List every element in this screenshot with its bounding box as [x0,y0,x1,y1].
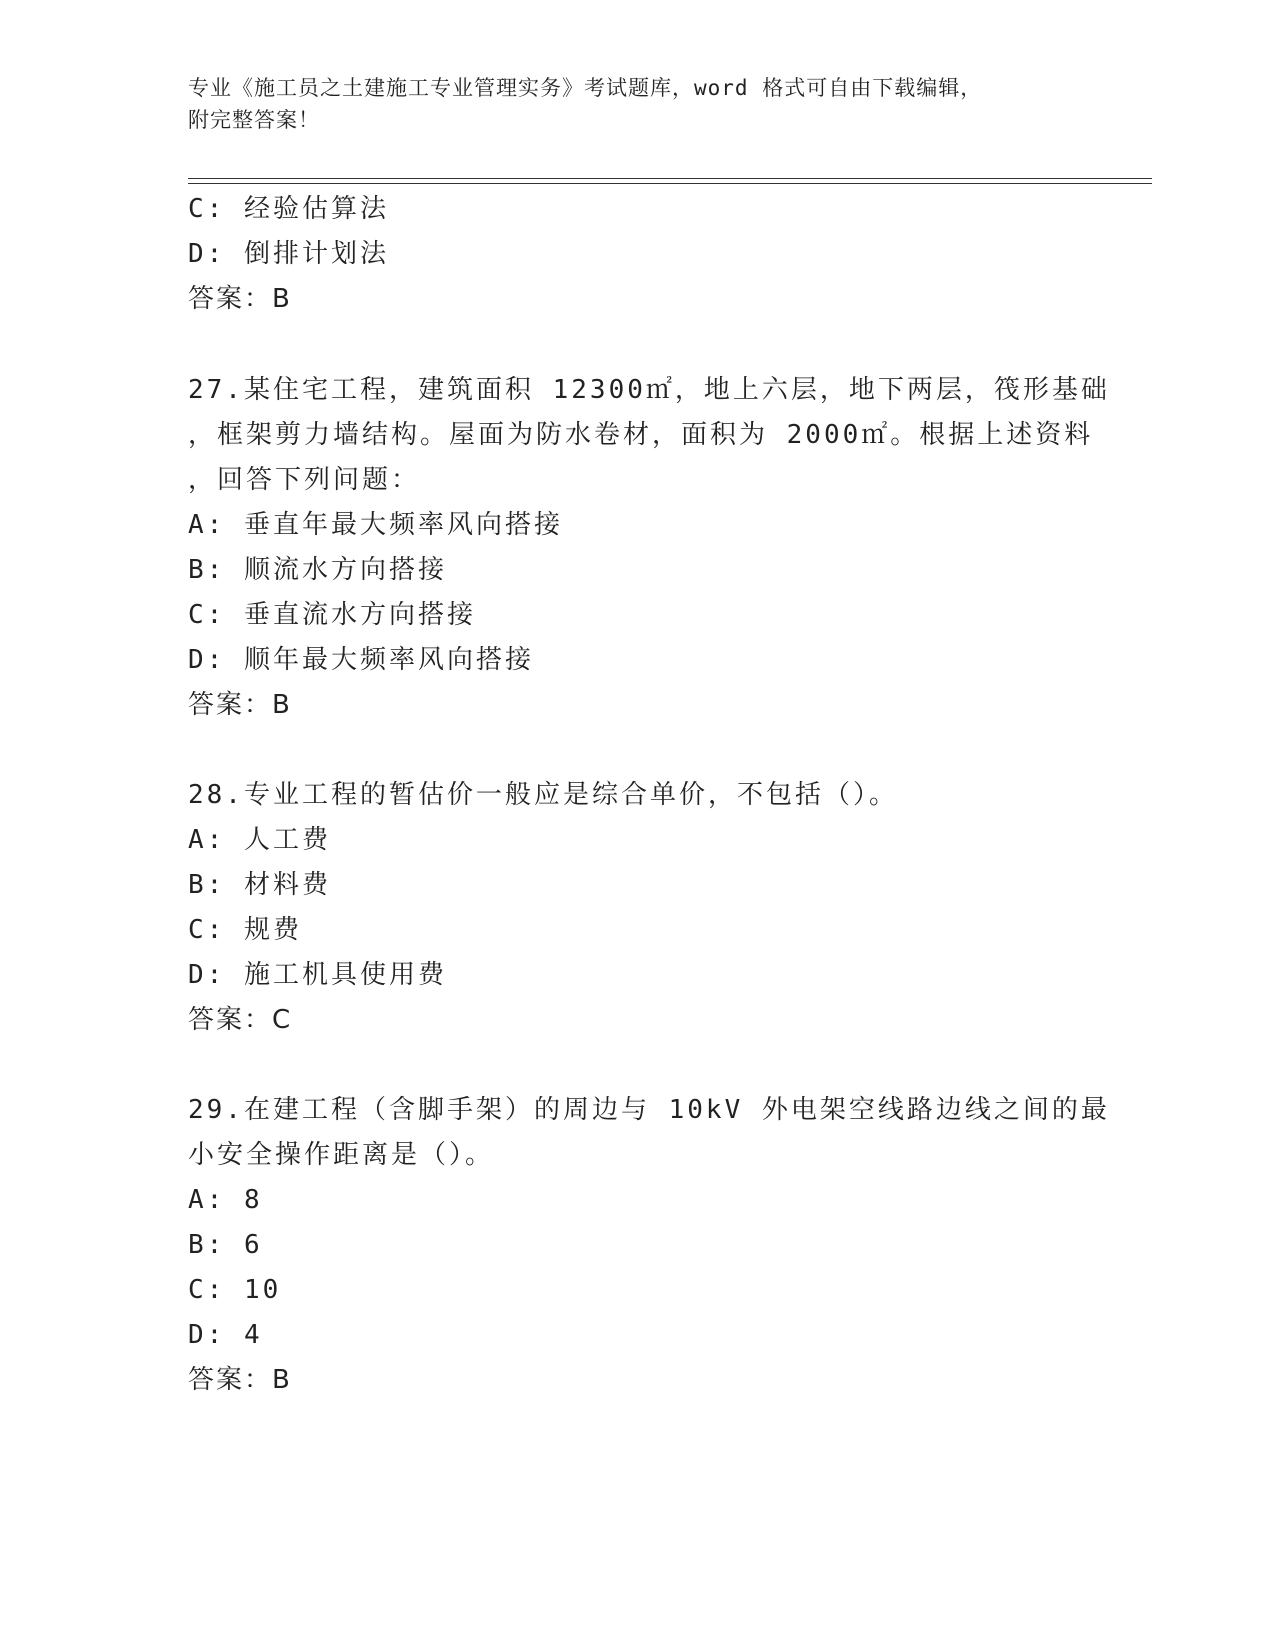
q28-option-c: C: 规费 [188,915,302,945]
q27-stem-line-3: ，回答下列问题： [188,465,421,495]
q27-option-a: A: 垂直年最大频率风向搭接 [188,510,563,540]
q29-stem-line-2: 小安全操作距离是（）。 [188,1140,495,1170]
q29-option-c: C: 10 [188,1275,282,1305]
q28-option-a: A: 人工费 [188,825,331,855]
header-line-1: 专业《施工员之土建施工专业管理实务》考试题库，word 格式可自由下载编辑， [188,76,983,100]
q27-stem-line-2: ，框架剪力墙结构。屋面为防水卷材，面积为 2000㎡。根据上述资料 [188,420,1094,450]
prev-option-d: D: 倒排计划法 [188,239,389,269]
q29-option-b: B: 6 [188,1230,263,1260]
prev-answer: 答案：B [188,284,292,314]
header-line-2: 附完整答案！ [188,108,320,132]
q28-stem-line-1: 28.专业工程的暂估价一般应是综合单价，不包括（）。 [188,780,898,810]
q28-answer: 答案：C [188,1005,293,1035]
q29-answer: 答案：B [188,1365,292,1395]
q27-stem-line-1: 27.某住宅工程，建筑面积 12300㎡，地上六层，地下两层，筏形基础 [188,375,1110,405]
q28-option-b: B: 材料费 [188,870,331,900]
q29-option-a: A: 8 [188,1185,263,1215]
q27-option-d: D: 顺年最大频率风向搭接 [188,645,534,675]
document-header [188,72,1088,136]
q27-option-c: C: 垂直流水方向搭接 [188,600,476,630]
q28-option-d: D: 施工机具使用费 [188,960,447,990]
q29-option-d: D: 4 [188,1320,263,1350]
q27-answer: 答案：B [188,690,292,720]
prev-option-c: C: 经验估算法 [188,194,389,224]
q27-option-b: B: 顺流水方向搭接 [188,555,447,585]
header-divider-top [188,178,1152,179]
q29-stem-line-1: 29.在建工程（含脚手架）的周边与 10kV 外电架空线路边线之间的最 [188,1095,1110,1125]
header-divider-bottom [188,183,1152,184]
